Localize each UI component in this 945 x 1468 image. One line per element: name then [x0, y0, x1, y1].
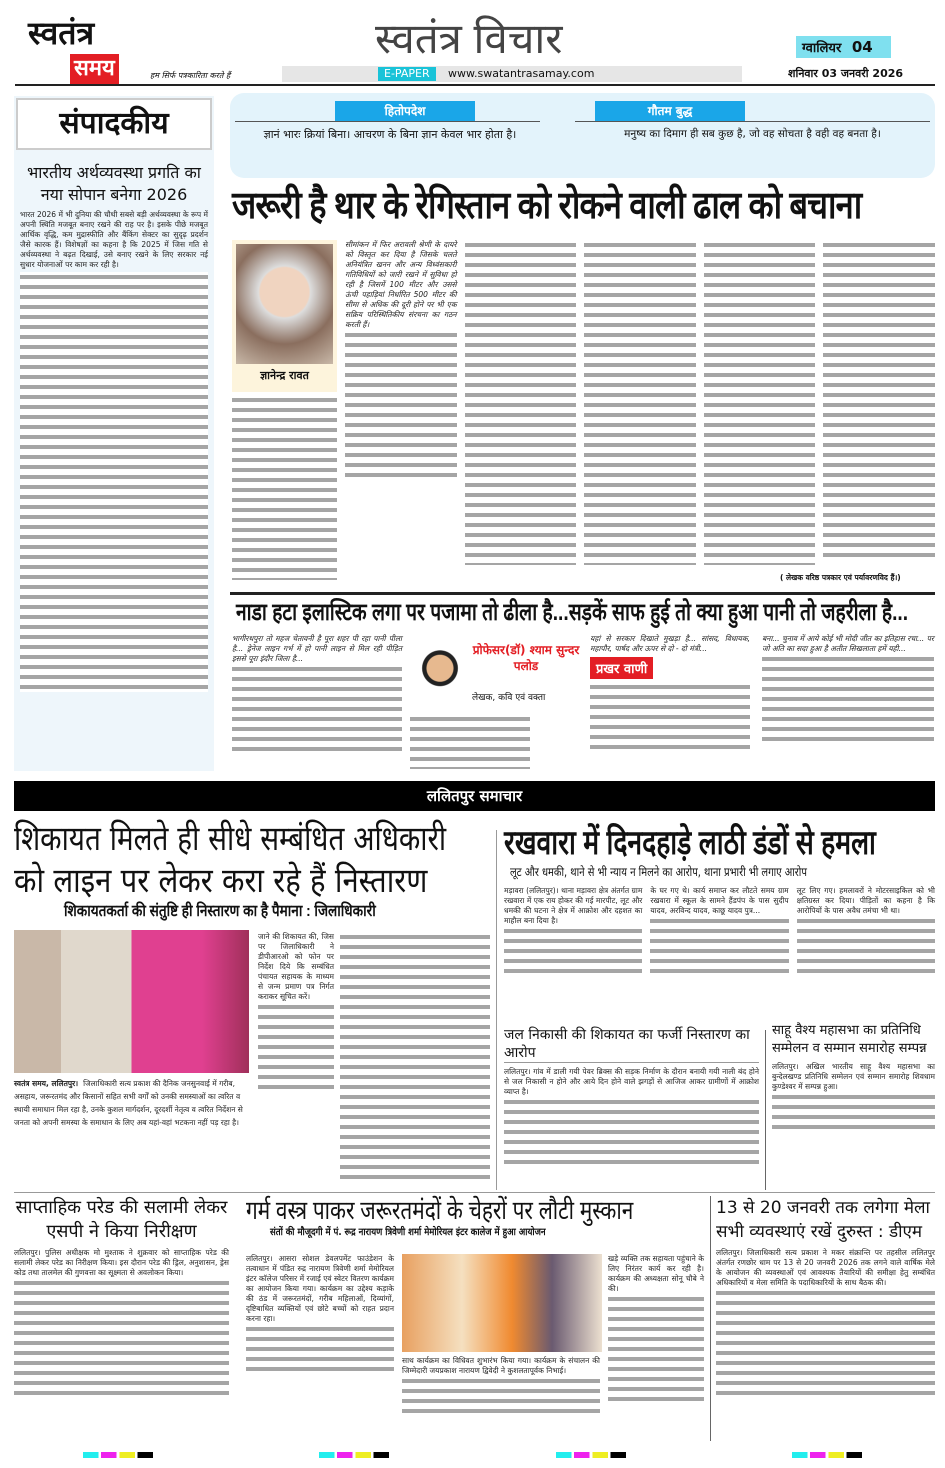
quotes-box [230, 93, 935, 178]
second-article-lede2: यहां से सरकार दिखाते मुखड़ा है... सांसद, विधायक, महापौर, पार्षद और ऊपर से दो - दो मंत्री... [590, 634, 750, 653]
story6-col2-text: साथ कार्यक्रम का विधिवत शुभारंभ किया गया। कार्यक्रम के संचालन की जिम्मेदारी जयप्रकाश नारायण द्विवेदी ने कुशलतापूर्वक निभाई। [402, 1356, 600, 1375]
epaper-label: E-PAPER [378, 67, 436, 81]
story6-lede: ललितपुर। आसरा सोशल डेवलपमेंट फाउंडेशन के तत्वाधान में पंडित रुद्र नारायण त्रिवेणी शर्मा मेमोरियल इंटर कॉलेज परिसर में रजाई एवं स्वेटर वितरण कार्यक्रम का आयोजन किया गया। कार्यक्रम का उद्देश्य कड़ाके की ठंड में जरूरतमंदों, गरीब महिलाओं, दिव्यांगों, दृष्टिबाधित व्यक्तियों एवं छोटे बच्चों को राहत प्रदान करना रहा। [246, 1254, 394, 1323]
edition-name: ग्वालियर [802, 41, 842, 56]
second-article-col4 [762, 634, 934, 744]
story4-lede: ललितपुर। अखिल भारतीय साहू वैश्य महासभा का बुन्देलखण्ड प्रतिनिधि सम्मेलन एवं सम्मान समारोह शिवधाम कुण्डेश्वर में सम्पन्न हुआ। [772, 1062, 935, 1091]
story1-headline1: शिकायत मिलते ही सीधे सम्बंधित अधिकारी [14, 819, 447, 859]
story4-block [772, 1022, 935, 1132]
columnist-name: प्रोफेसर(डॉ) श्याम सुन्दर पलोड [472, 643, 580, 673]
main-article-body [345, 240, 935, 565]
story6-headline: गर्म वस्त्र पाकर जरूरतमंदों के चेहरों पर लौटी मुस्कान [246, 1195, 634, 1225]
story6-col1 [246, 1254, 394, 1374]
story6-col3-text: खड़े व्यक्ति तक सहायता पहुंचाने के लिए निरंतर कार्य कर रही है। कार्यक्रम की अध्यक्षता सोनू चौबे ने की। [608, 1254, 704, 1293]
divider-vertical [765, 1030, 766, 1190]
divider-vertical [710, 1196, 711, 1441]
story1-photo [14, 930, 249, 1073]
story2-col3: लूट लिए गए। हमलावरों ने मोटरसाइकिल को भी क्षतिग्रस्त कर दिया। पीड़ितों का कहना है कि आरोपियों के पास अवैध तमंचा भी था। [796, 886, 935, 915]
main-article-col1 [232, 395, 337, 580]
main-article-lede: सीमांकन में फिर अरावली श्रेणी के दायरे को विस्तृत कर दिया है जिसके चलते अनियंत्रित खनन और अन्य विध्वंसकारी गतिविधियों को जारी रखने में सुविधा हो रही है जिसमें 100 मीटर और उससे ऊंची पहाड़ियां निर्धारित 500 मीटर की सीमा से अधिक की दूरी होने पर भी एक सक्रिय परिस्थितिकीय संरचना का गठन करती हैं। [345, 240, 457, 329]
story1-col2 [258, 932, 334, 1092]
story5-headline: साप्ताहिक परेड की सलामी लेकर एसपी ने किया निरीक्षण [15, 1197, 228, 1242]
epaper-bar [282, 66, 742, 82]
issue-date: शनिवार 03 जनवरी 2026 [788, 67, 904, 80]
column-label: प्रखर वाणी [590, 657, 653, 679]
story1-lede: जिलाधिकारी सत्य प्रकाश की दैनिक जनसुनवाई में गरीब, असहाय, जरूरतमंद और किसानों सहित सभी वर्गों को उनकी समस्याओं का त्वरित व स्थायी समाधान मिल रहा है, उनके कुशल मार्गदर्शन, दूरदर्शी नेतृत्व व त्वरित निर्देशन से जनता को अपनी समस्या के समाधान के लिए अब यहां-वहां भटकना नहीं पड़ रहा है। [14, 1079, 243, 1127]
story2-body [504, 886, 935, 976]
author-photo [236, 244, 333, 364]
story1-col1 [14, 1076, 249, 1128]
logo-top: स्वतंत्र [28, 15, 95, 51]
main-article-footnote: ( लेखक वरिष्ठ पत्रकार एवं पर्यावरणविद हैं।) [780, 573, 901, 582]
story4-body [772, 1092, 935, 1132]
story7-block [716, 1196, 935, 1398]
story1-headlines [14, 818, 492, 922]
section-rule [230, 592, 935, 595]
story2-subhead: लूट और धमकी, थाने से भी न्याय न मिलने का आरोप, थाना प्रभारी भी लगाए आरोप [510, 865, 807, 879]
story3-body [504, 1097, 759, 1167]
editorial-body-continued [20, 272, 208, 692]
rule [14, 1192, 935, 1193]
editorial-body: भारत 2026 में भी दुनिया की चौथी सबसे बड़ी अर्थव्यवस्था के रूप में अपनी स्थिति मजबूत बनाए रखने की राह पर है। इसके पीछे मजबूत आर्थिक वृद्धि, कम मुद्रास्फीति और बैंकिंग सेक्टर का सुदृढ़ प्रदर्शन जैसे कारक हैं। विशेषज्ञों का कहना है कि 2025 में जिस गति से अर्थव्यवस्था ने बढ़त दिखाई, उसे बनाए रखने के लिए सरकार नई सुधार योजनाओं पर काम कर रही है। [20, 210, 208, 269]
story7-headline: 13 से 20 जनवरी तक लगेगा मेला सभी व्यवस्थाएं रखें दुरुस्त : डीएम [716, 1198, 930, 1242]
divider-vertical [496, 830, 497, 1190]
story2-lede: मड़ावरा (ललितपुर)। थाना मड़ावरा क्षेत्र अंतर्गत ग्राम रखवारा में एक राय होकर की गई मारपीट, लूट और धमकी की घटना ने क्षेत्र में आक्रोश और दहशत का माहौल बना दिया है। [504, 886, 643, 925]
page-title: स्वतंत्र विचार [375, 15, 563, 62]
second-headline: नाडा हटा इलास्टिक लगा पर पजामा तो ढीला है...सड़कें साफ हुई तो क्या हुआ पानी तो जहरीला है... [236, 599, 909, 626]
quote-rule [575, 121, 930, 122]
registration-marks [0, 1452, 945, 1458]
story3-block [504, 1026, 759, 1167]
second-article-col1 [232, 634, 402, 754]
logo-bottom: समय [70, 54, 119, 84]
main-headline: जरूरी है थार के रेगिस्तान को रोकने वाली ढाल को बचाना [232, 185, 862, 227]
columnist-box [410, 634, 582, 772]
editorial-headline: भारतीय अर्थव्यवस्था प्रगति का नया सोपान बनेगा 2026 [27, 163, 201, 204]
columnist-role: लेखक, कवि एवं वक्ता [472, 693, 546, 703]
story1-dateline: स्वतंत्र समय, ललितपुर। [14, 1079, 79, 1088]
quote-text-buddha: मनुष्य का दिमाग ही सब कुछ है, जो वह सोचता है वही वह बनता है। [624, 128, 881, 140]
story5-lede: ललितपुर। पुलिस अधीक्षक मो मुश्ताक ने शुक्रवार को साप्ताहिक परेड की सलामी लेकर परेड का निरीक्षण किया। इस दौरान परेड की ड्रिल, अनुशासन, ड्रेस कोड तथा तालमेल की गुणवत्ता का सूक्ष्मता से अवलोकन किया। [14, 1248, 229, 1277]
columnist-photo [415, 639, 465, 704]
story1-col2-text: जाने की शिकायत की, जिस पर जिलाधिकारी ने डीपीआरओ को फोन पर निर्देश दिये कि सम्बंधित पंचायत सहायक के माध्यम से जन्म प्रमाण पत्र निर्गत कराकर सूचित करें। [258, 932, 334, 1001]
story7-body [716, 1288, 935, 1398]
website-link[interactable]: www.swatantrasamay.com [448, 67, 595, 80]
quote-text-hitopadesh: ज्ञानं भारः क्रियां बिना। आचरण के बिना ज्ञान केवल भार होता है। [263, 128, 517, 141]
story2-headline: रखवारा में दिनदहाड़े लाठी डंडों से हमला [504, 824, 876, 862]
story3-headline: जल निकासी की शिकायत का फर्जी निस्तारण का आरोप [504, 1026, 759, 1063]
story1-headline2: को लाइन पर लेकर करा रहे हैं निस्तारण [14, 861, 428, 901]
story6-heads [246, 1194, 706, 1240]
author-photo-box [232, 240, 337, 392]
quote-rule [235, 121, 540, 122]
story5-block [14, 1196, 229, 1398]
editorial-section-title: संपादकीय [16, 98, 212, 150]
tagline: हम सिर्फ पत्रकारिता करते हैं [150, 71, 231, 80]
second-article-col3 [590, 634, 750, 752]
story1-col4 [340, 932, 490, 1182]
second-article-lede3: बना... चुनाव में आये कोई भी मोदी जीत का इतिहास रचा... पर जो अति का सदा हुआ है अतीत सिखलाता हमें यही... [762, 634, 934, 653]
editorial-column [14, 96, 214, 771]
author-name: ज्ञानेन्द्र रावत [260, 369, 309, 382]
page-number: 04 [851, 38, 873, 56]
masthead-rule [15, 84, 935, 86]
story2-block [504, 822, 935, 976]
quote-label-hitopadesh: हितोपदेश [335, 101, 475, 121]
story6-col2 [402, 1356, 600, 1416]
section-bar [14, 781, 935, 811]
story7-lede: ललितपुर। जिलाधिकारी सत्य प्रकाश ने मकर संक्रान्ति पर तहसील ललितपुर अंतर्गत रणछोर धाम पर 13 से 20 जनवरी 2026 तक लगने वाले वार्षिक मेले के आयोजन की व्यवस्थाओं एवं आवश्यक तैयारियों की समीक्षा हेतु सम्बंधित अधिकारियों व मेला समिति के पदाधिकारियों के साथ बैठक की। [716, 1248, 935, 1287]
second-article-lede: भागीरथपुरा तो महज चेतावनी है पूरा शहर पी रहा पानी पीला है... ड्रेनेज लाइन गर्भ में हो पानी लाइन से मिल रही पीड़ित इससे पूरा इंदौर जिला है... [232, 634, 402, 663]
quote-label-buddha: गौतम बुद्ध [595, 101, 745, 121]
story2-col2: के घर गए थे। कार्य समाप्त कर लौटते समय ग्राम रखवारा में स्कूल के सामने हैंडपंप के पास सुदीप यादव, अरविन्द यादव, काछू यादव पुत्र... [650, 886, 789, 915]
story6-col3 [608, 1254, 704, 1404]
story6-subhead: संतों की मौजूदगी में पं. रूद्र नारायण त्रिवेणी शर्मा मेमोरियल इंटर कालेज में हुआ आयोजन [270, 1227, 546, 1238]
masthead-logo [28, 14, 128, 86]
story3-lede: ललितपुर। गांव में डाली गयी पेवर ब्रिक्स की सड़क निर्माण के दौरान बनायी गयी नाली बंद होने से जल निकासी न होने और आये दिन होने वाले झगड़ों से आजिज आकर ग्रामीणों में आक्रोश व्याप्त है। [504, 1067, 759, 1096]
edition-box [796, 36, 891, 58]
section-bar-title: ललितपुर समाचार [426, 787, 523, 805]
story6-photo [402, 1254, 602, 1352]
story4-headline: साहू वैश्य महासभा का प्रतिनिधि सम्मेलन व सम्मान समारोह सम्पन्न [772, 1023, 927, 1056]
story5-body [14, 1278, 229, 1398]
story1-subhead: शिकायतकर्ता की संतुष्टि ही निस्तारण का है पैमाना : जिलाधिकारी [64, 903, 376, 920]
